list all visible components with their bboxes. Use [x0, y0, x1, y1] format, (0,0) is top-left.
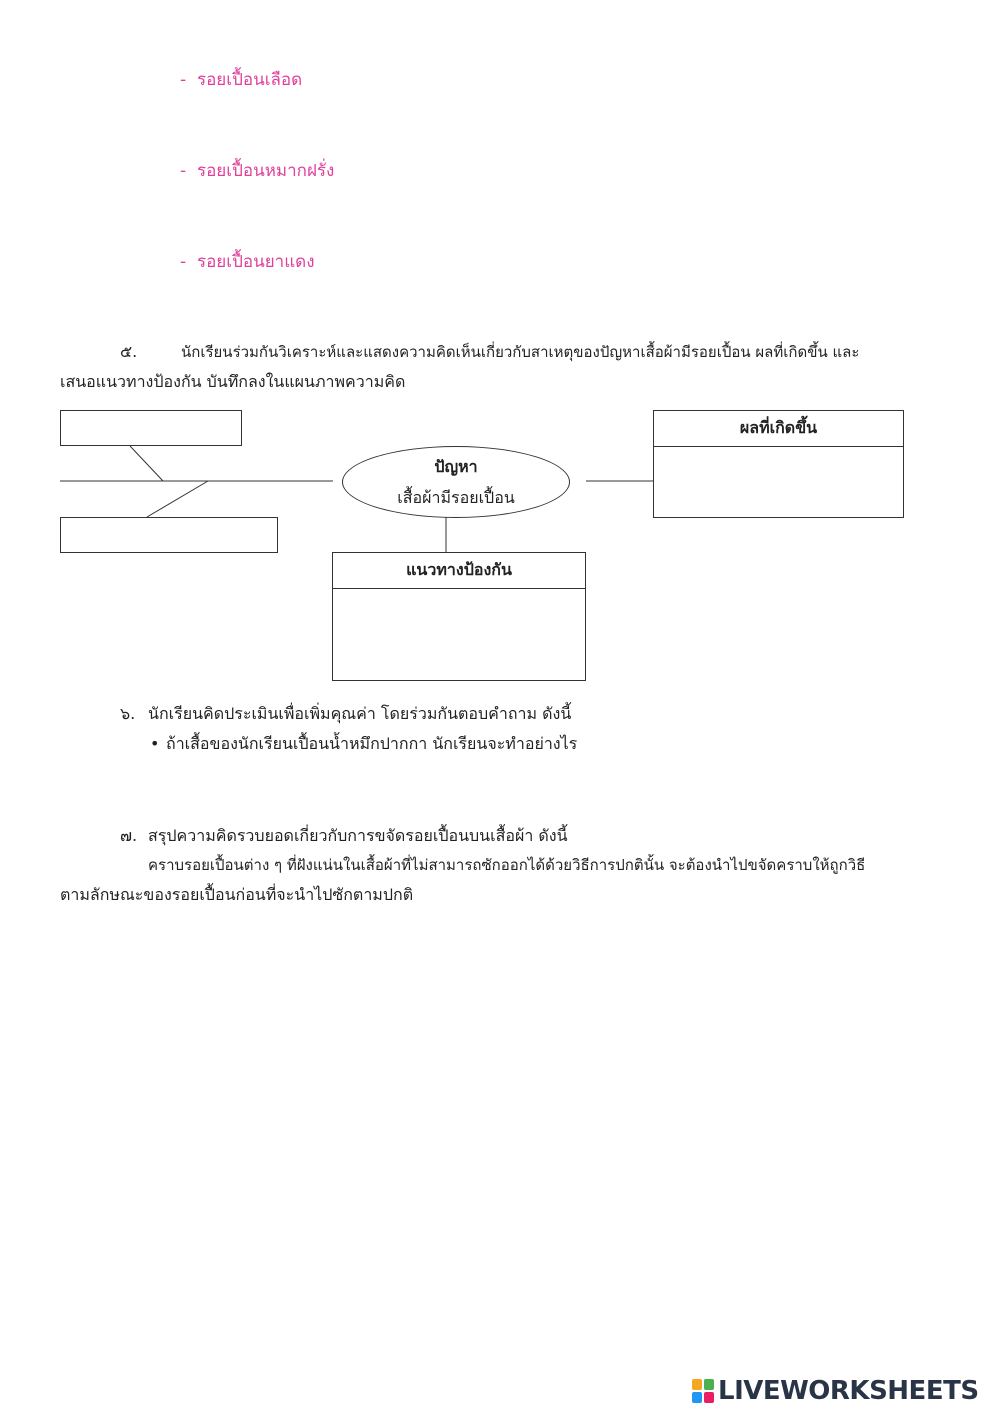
- prevention-box: [332, 552, 586, 681]
- stain-label: รอยเปื้อนหมากฝรั่ง: [196, 161, 335, 181]
- effect-box: [653, 410, 904, 518]
- dash: -: [180, 161, 187, 181]
- prevention-answer-area[interactable]: [333, 589, 585, 679]
- effect-answer-area[interactable]: [654, 447, 903, 517]
- section5-line2: เสนอแนวทางป้องกัน บันทึกลงในแผนภาพความคิด: [60, 372, 406, 391]
- dash: -: [180, 70, 187, 90]
- section7-number: ๗.: [120, 826, 138, 845]
- problem-title: ปัญหา: [434, 457, 478, 476]
- section6-question: ถ้าเสื้อของนักเรียนเปื้อนน้ำหมึกปากกา นักเรียนจะทำอย่างไร: [166, 734, 578, 753]
- section6-text: นักเรียนคิดประเมินเพื่อเพิ่มคุณค่า โดยร่วมกันตอบคำถาม ดังนี้: [148, 704, 572, 723]
- stain-label: รอยเปื้อนเลือด: [196, 70, 303, 90]
- section6-number: ๖.: [120, 704, 136, 723]
- section7-line1: คราบรอยเปื้อนต่าง ๆ ที่ฝังแน่นในเสื้อผ้าที่ไม่สามารถซักออกได้ด้วยวิธีการปกตินั้น จะต้องนำไปขจัดคราบให้ถูกวิธี: [148, 856, 866, 874]
- branch-line-lower: [147, 481, 208, 517]
- dash: -: [180, 252, 187, 272]
- section5-number: ๕.: [120, 342, 138, 361]
- problem-text: เสื้อผ้ามีรอยเปื้อน: [397, 488, 515, 507]
- problem-ellipse: [342, 446, 570, 518]
- section7-text: สรุปความคิดรวบยอดเกี่ยวกับการขจัดรอยเปื้อนบนเสื้อผ้า ดังนี้: [148, 826, 568, 845]
- stain-label: รอยเปื้อนยาแดง: [196, 252, 315, 272]
- logo-text: LIVEWORKSHEETS: [718, 1376, 979, 1406]
- effect-title: ผลที่เกิดขึ้น: [654, 411, 903, 447]
- prevention-title: แนวทางป้องกัน: [333, 553, 585, 589]
- section7-line2: ตามลักษณะของรอยเปื้อนก่อนที่จะนำไปซักตามปกติ: [60, 885, 414, 904]
- logo-mark-icon: [692, 1379, 714, 1403]
- liveworksheets-logo: [692, 1374, 979, 1408]
- section5-line1: นักเรียนร่วมกันวิเคราะห์และแสดงความคิดเห็นเกี่ยวกับสาเหตุของปัญหาเสื้อผ้ามีรอยเปื้อน ผลที่เกิดขึ้น และ: [181, 343, 860, 361]
- branch-line-upper: [130, 446, 163, 481]
- bullet-glyph: •: [150, 734, 160, 753]
